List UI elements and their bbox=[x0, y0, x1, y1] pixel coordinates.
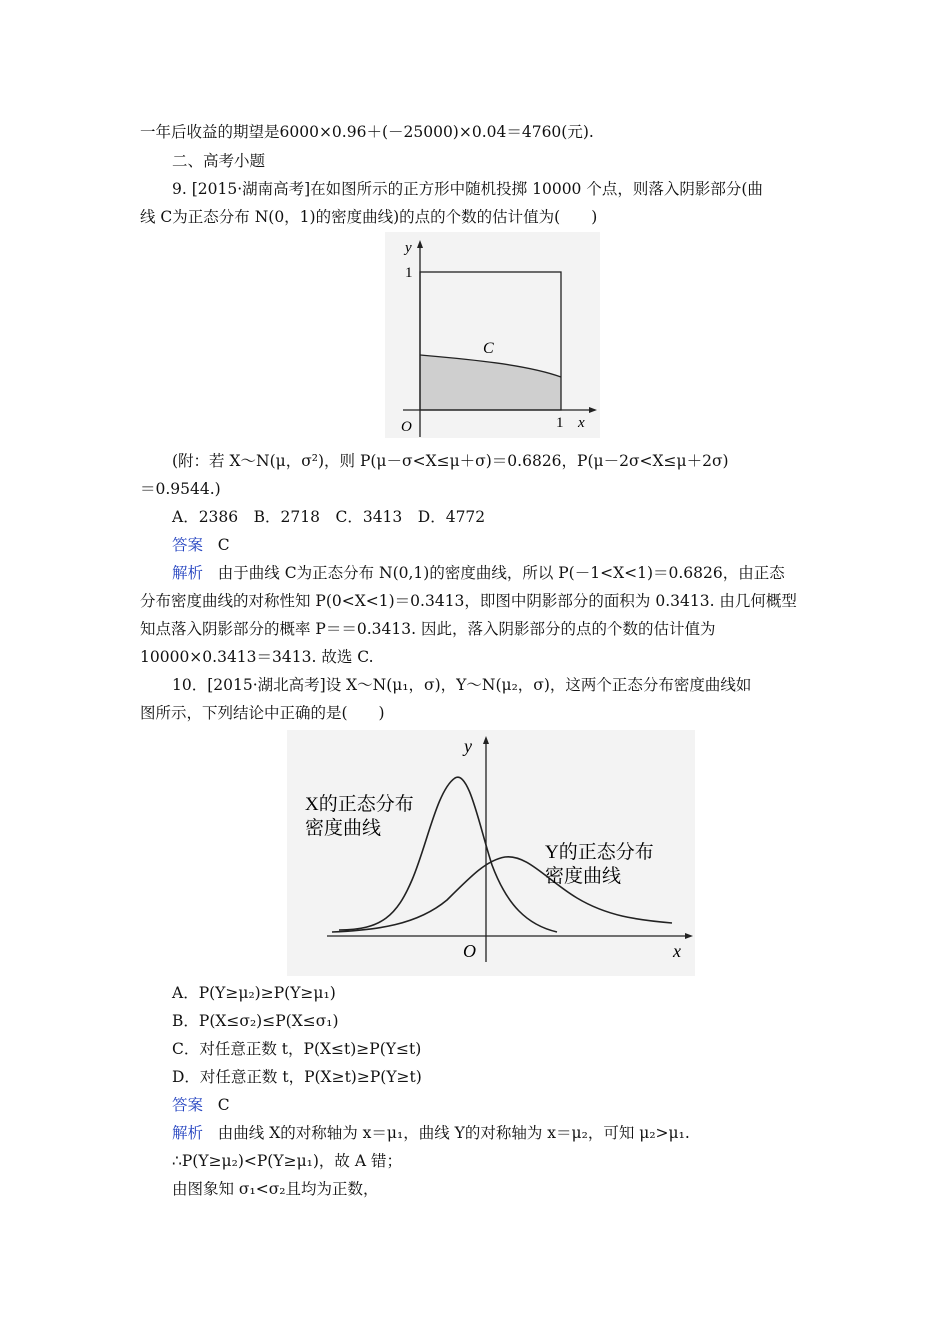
curve-label: C bbox=[483, 340, 494, 357]
answer-10 bbox=[172, 1095, 230, 1115]
answer-label: 答案 bbox=[172, 1096, 204, 1114]
analysis-label: 解析 bbox=[172, 1124, 204, 1142]
question-9-line-1: 9. [2015·湖南高考]在如图所示的正方形中随机投掷 10000 个点，则落入阴影部分(曲 bbox=[172, 180, 763, 198]
y-curve-label-1: Y的正态分布 bbox=[545, 842, 654, 863]
origin-label: O bbox=[463, 941, 476, 961]
answer-9 bbox=[172, 535, 230, 555]
y-curve-label-2: 密度曲线 bbox=[545, 866, 622, 887]
figure-two-normal-curves bbox=[287, 730, 695, 976]
origin-label: O bbox=[401, 419, 412, 435]
x-curve-label-1: X的正态分布 bbox=[305, 794, 414, 815]
analysis-text: 由于曲线 C为正态分布 N(0,1)的密度曲线，所以 P(－1<X<1)＝0.6826，由正态 bbox=[217, 564, 785, 582]
question-9-options: A．2386 B．2718 C．3413 D．4772 bbox=[172, 508, 486, 526]
option-d: D．对任意正数 t，P(X≥t)≥P(Y≥t) bbox=[172, 1068, 422, 1086]
x-axis-label: x bbox=[673, 941, 681, 961]
x-one-label: 1 bbox=[556, 415, 564, 431]
option-b: B．P(X≤σ₂)≤P(X≤σ₁) bbox=[172, 1012, 339, 1030]
analysis-9-line-4: 10000×0.3413＝3413. 故选 C. bbox=[140, 648, 374, 666]
analysis-text: 由曲线 X的对称轴为 x＝μ₁，曲线 Y的对称轴为 x＝μ₂，可知 μ₂>μ₁. bbox=[217, 1124, 690, 1142]
figure-square-normal-curve bbox=[385, 232, 600, 438]
analysis-10-line-3: 由图象知 σ₁<σ₂且均为正数， bbox=[172, 1180, 379, 1198]
question-10-line-2: 图所示，下列结论中正确的是( ) bbox=[140, 704, 385, 722]
analysis-9-line-1 bbox=[172, 563, 785, 583]
note-line-2: ＝0.9544.) bbox=[140, 480, 221, 498]
answer-label: 答案 bbox=[172, 536, 204, 554]
analysis-10-line-2: ∴P(Y≥μ₂)<P(Y≥μ₁)，故 A 错； bbox=[172, 1152, 402, 1170]
analysis-10-line-1 bbox=[172, 1123, 690, 1143]
y-axis-label: y bbox=[464, 736, 472, 756]
x-axis-label: x bbox=[578, 415, 585, 431]
option-c: C．对任意正数 t，P(X≤t)≥P(Y≤t) bbox=[172, 1040, 422, 1058]
analysis-label: 解析 bbox=[172, 564, 204, 582]
analysis-9-line-2: 分布密度曲线的对称性知 P(0<X<1)＝0.3413，即图中阴影部分的面积为 0.3413. 由几何概型 bbox=[140, 592, 797, 610]
y-axis-label: y bbox=[405, 240, 412, 256]
question-9-line-2: 线 C为正态分布 N(0，1)的密度曲线)的点的个数的估计值为( ) bbox=[140, 208, 598, 226]
question-10-line-1: 10．[2015·湖北高考]设 X～N(μ₁，σ)，Y～N(μ₂，σ)，这两个正态分布密度曲线如 bbox=[172, 676, 752, 694]
option-a: A．P(Y≥μ₂)≥P(Y≥μ₁) bbox=[172, 984, 336, 1002]
x-curve-label-2: 密度曲线 bbox=[305, 818, 382, 839]
note-line-1: (附：若 X～N(μ，σ²)，则 P(μ－σ<X≤μ＋σ)＝0.6826，P(μ－2σ<X≤μ＋2σ) bbox=[172, 452, 729, 470]
answer-value: C bbox=[217, 1096, 230, 1114]
text-line: 一年后收益的期望是6000×0.96＋(－25000)×0.04＝4760(元). bbox=[140, 123, 594, 141]
section-heading: 二、高考小题 bbox=[172, 152, 266, 170]
answer-value: C bbox=[217, 536, 230, 554]
analysis-9-line-3: 知点落入阴影部分的概率 P＝＝0.3413. 因此，落入阴影部分的点的个数的估计值为 bbox=[140, 620, 716, 638]
y-one-label: 1 bbox=[405, 265, 413, 281]
